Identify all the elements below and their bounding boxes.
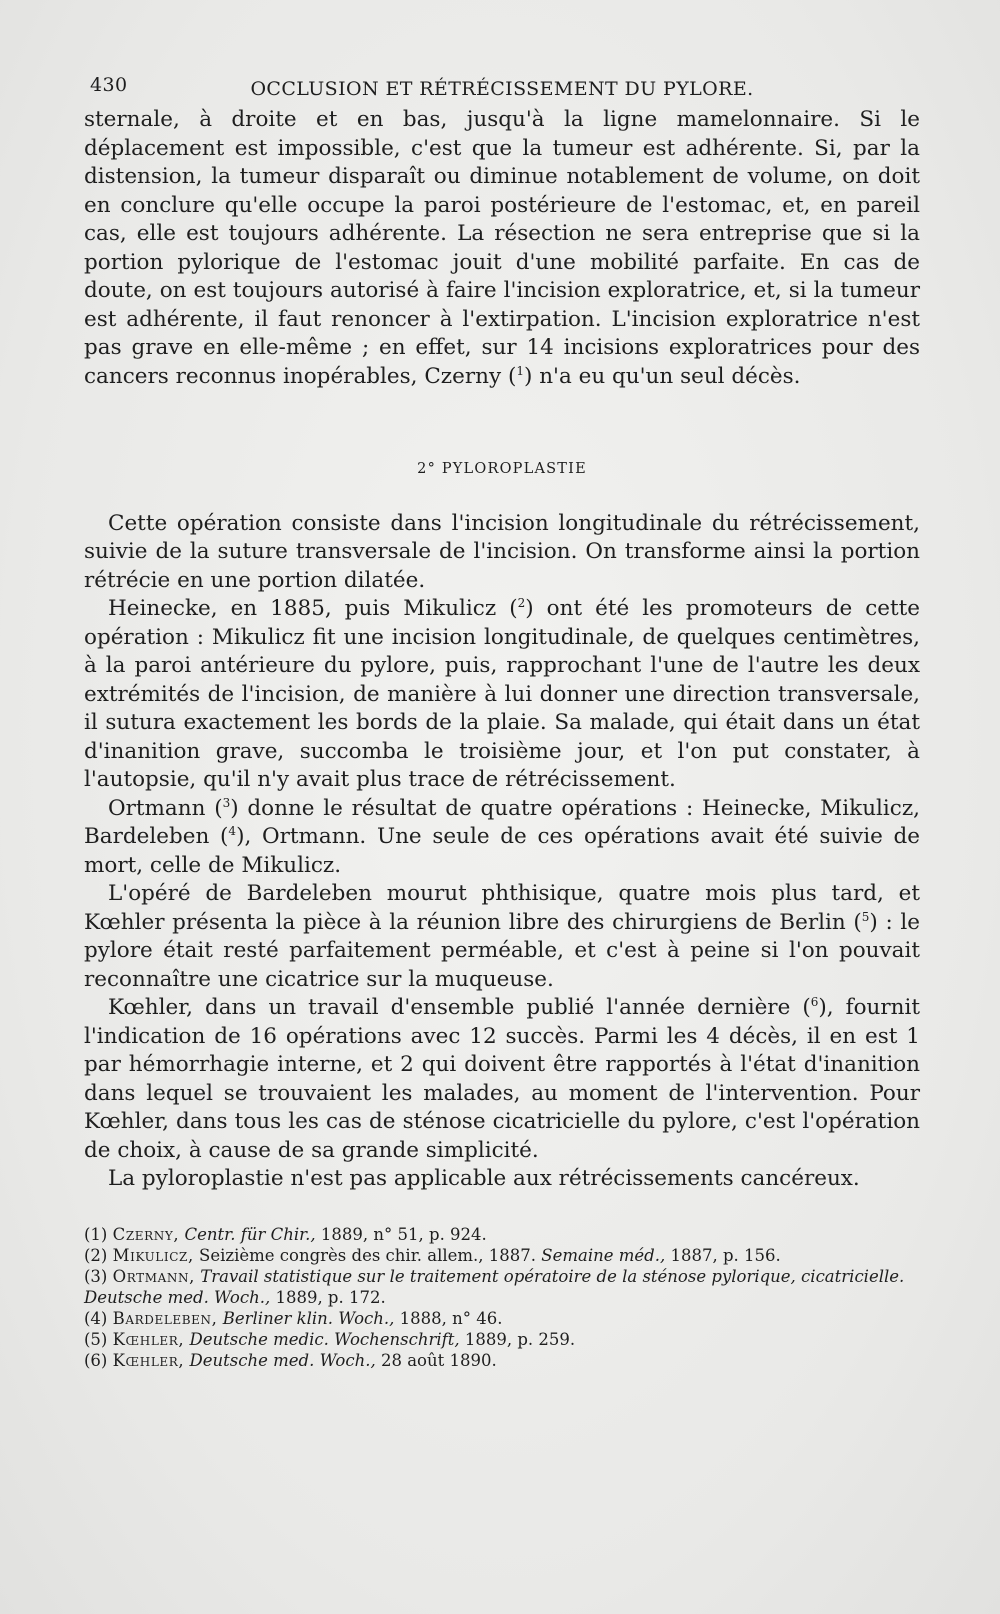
footnote-detail: 1889, n° 51, p. 924. [315, 1224, 487, 1244]
paragraph-6-text: Kœhler, dans un travail d'ensemble publié l'année dernière [108, 995, 803, 1020]
footnote-mark: (6) [84, 1350, 108, 1370]
paragraph-3-text: Heinecke, en 1885, puis Mikulicz [108, 596, 510, 621]
footnote-ref-5: 5 [861, 909, 870, 924]
footnote-detail-2: 1887, p. 156. [665, 1245, 781, 1265]
footnote-3 [84, 1266, 920, 1308]
page-number: 430 [90, 74, 128, 96]
footnote-ref-2: 2 [517, 596, 526, 610]
footnote-author: Kœhler, [112, 1329, 185, 1349]
footnote-mark: (2) [84, 1245, 108, 1265]
footnote-author: Mikulicz, [112, 1245, 194, 1265]
paragraph-4: Ortmann ($^3$) donne le résultat de quatre opérations : Heinecke, Mikulicz, Bardeleben ($^4$), Ortmann. Une seule de ces opérations avait été suivie de mort, celle de Mikulicz. [84, 795, 921, 878]
footnote-detail: 1889, p. 172. [270, 1287, 386, 1307]
paragraph-3-end: ont été les promoteurs de cette opération : Mikulicz fit une incision longitudinale, de quelques centimètres, à la paroi antérieure du pylore, puis, rapprochant l'une de l'autre les deux extrémités de l'incision, de manière à lui donner une direction transversale, il sutura exactement les bords de la plaie. Sa malade, qui était dans un état d'inanition grave, succomba le troisième jour, et l'on put constater, à l'autopsie, qu'il n'y avait plus trace de rétrécissement. [84, 596, 921, 792]
footnote-mark: (5) [84, 1329, 108, 1349]
footnote-ref-6: 6 [810, 995, 819, 1009]
footnotes [84, 1224, 920, 1371]
footnote-author: Ortmann, [112, 1266, 195, 1286]
footnote-source: Centr. für Chir., [184, 1224, 316, 1244]
footnote-mark: (4) [84, 1308, 108, 1328]
paragraph-3: Heinecke, en 1885, puis Mikulicz ($^2$) ont été les promoteurs de cette opération : Mikulicz fit une incision longitudinale, de quelques centimètres, à la paroi antérieure du pylore, puis, rapprochant l'une de l'autre les deux extrémités de l'incision, de manière à lui donner une direction transversale, il sutura exactement les bords de la plaie. Sa malade, qui était dans un état d'inanition grave, succomba le troisième jour, et l'on put constater, à l'autopsie, qu'il n'y avait plus trace de rétrécissement. [84, 596, 921, 792]
footnote-source: Deutsche medic. Wochenschrift, [189, 1329, 460, 1349]
footnote-source: Berliner klin. Woch., [222, 1308, 395, 1328]
paragraph-1: sternale, à droite et en bas, jusqu'à la ligne mamelonnaire. Si le déplacement est impossible, c'est que la tumeur est adhérente. Si, par la distension, la tumeur disparaît ou diminue notablement de volume, on doit en conclure qu'elle occupe la paroi postérieure de l'estomac, et, en pareil cas, elle est toujours adhérente. La résection ne sera entreprise que si la portion pylorique de l'estomac jouit d'une mobilité parfaite. En cas de doute, on est toujours autorisé à faire l'incision exploratrice, et, si la tumeur est adhérente, il faut renoncer à l'extirpation. L'incision exploratrice n'est pas grave en elle-même ; en effet, sur 14 incisions exploratrices pour des cancers reconnus inopérables, Czerny ($^1$) n'a eu qu'un seul décès. [84, 107, 920, 389]
footnote-detail: 28 août 1890. [375, 1350, 497, 1370]
footnote-5 [84, 1329, 920, 1350]
footnote-source: Semaine méd., [541, 1245, 666, 1265]
footnote-author: Kœhler, [112, 1350, 185, 1370]
footnote-1 [84, 1224, 920, 1245]
section-title: 2° PYLOROPLASTIE [417, 461, 587, 477]
footnote-detail: Seizième congrès des chir. allem., 1887. [193, 1245, 542, 1265]
paragraph-5-end: : le pylore était resté parfaitement perméable, et c'est à peine si l'on pouvait reconnaître une cicatrice sur la muqueuse. [84, 909, 920, 992]
page-header [84, 70, 920, 106]
paragraph-5-text: L'opéré de Bardeleben mourut phthisique, quatre mois plus tard, et Kœhler présenta la pièce à la réunion libre des chirurgiens de Berlin [84, 881, 920, 935]
footnote-detail: 1889, p. 259. [459, 1329, 576, 1349]
footnote-source: Travail statistique sur le traitement opératoire de la sténose pylorique, cicatricielle. Deutsche med. Woch., [84, 1266, 905, 1307]
paragraph-2: Cette opération consiste dans l'incision longitudinale du rétrécissement, suivie de la suture transversale de l'incision. On transforme ainsi la portion rétrécie en une portion dilatée. [84, 510, 920, 593]
footnote-6 [84, 1350, 920, 1371]
footnote-ref-3: 3 [222, 795, 231, 810]
paragraph-4-text: Ortmann [108, 795, 215, 821]
footnote-mark: (1) [84, 1224, 108, 1244]
paragraph-4-mid: donne le résultat de quatre opérations : Heinecke, Mikulicz, Bardeleben [84, 795, 921, 849]
paragraph-1-text: sternale, à droite et en bas, jusqu'à la ligne mamelonnaire. Si le déplacement est impossible, c'est que la tumeur est adhérente. Si, par la distension, la tumeur disparaît ou diminue notablement de volume, on doit en conclure qu'elle occupe la paroi postérieure de l'estomac, et, en pareil cas, elle est toujours adhérente. La résection ne sera entreprise que si la portion pylorique de l'estomac jouit d'une mobilité parfaite. En cas de doute, on est toujours autorisé à faire l'incision exploratrice, et, si la tumeur est adhérente, il faut renoncer à l'extirpation. L'incision exploratrice n'est pas grave en elle-même ; en effet, sur 14 incisions exploratrices pour des cancers reconnus inopérables, Czerny [84, 107, 920, 389]
body-text [84, 106, 920, 1194]
paragraph-6-end: , fournit l'indication de 16 opérations avec 12 succès. Parmi les 4 décès, il en est 1 par hémorrhagie interne, et 2 qui doivent être rapportés à l'état d'inanition dans lequel se trouvaient les malades, au moment de l'intervention. Pour Kœhler, dans tous les cas de sténose cicatricielle du pylore, c'est l'opération de choix, à cause de sa grande simplicité. [84, 995, 921, 1163]
footnote-2 [84, 1245, 920, 1266]
footnote-source: Deutsche med. Woch., [189, 1350, 376, 1370]
footnote-4 [84, 1308, 920, 1329]
paragraph-1-end: n'a eu qu'un seul décès. [532, 363, 801, 389]
footnote-mark: (3) [84, 1266, 108, 1286]
footnote-author: Bardeleben, [112, 1308, 218, 1328]
footnote-ref-4: 4 [228, 824, 237, 838]
footnote-author: Czerny, [112, 1224, 180, 1244]
paragraph-7: La pyloroplastie n'est pas applicable aux rétrécissements cancéreux. [108, 1166, 860, 1191]
paragraph-6: Kœhler, dans un travail d'ensemble publié l'année dernière ($^6$), fournit l'indication de 16 opérations avec 12 succès. Parmi les 4 décès, il en est 1 par hémorrhagie interne, et 2 qui doivent être rapportés à l'état d'inanition dans lequel se trouvaient les malades, au moment de l'intervention. Pour Kœhler, dans tous les cas de sténose cicatricielle du pylore, c'est l'opération de choix, à cause de sa grande simplicité. [84, 995, 921, 1163]
paragraph-5: L'opéré de Bardeleben mourut phthisique, quatre mois plus tard, et Kœhler présenta la pièce à la réunion libre des chirurgiens de Berlin ($^5$) : le pylore était resté parfaitement perméable, et c'est à peine si l'on pouvait reconnaître une cicatrice sur la muqueuse. [84, 881, 920, 992]
running-title: OCCLUSION ET RÉTRÉCISSEMENT DU PYLORE. [250, 78, 754, 100]
footnote-detail: 1888, n° 46. [394, 1308, 503, 1328]
footnote-ref-1: 1 [516, 363, 524, 378]
paragraph-4-end: , Ortmann. Une seule de ces opérations avait été suivie de mort, celle de Mikulicz. [84, 824, 921, 878]
